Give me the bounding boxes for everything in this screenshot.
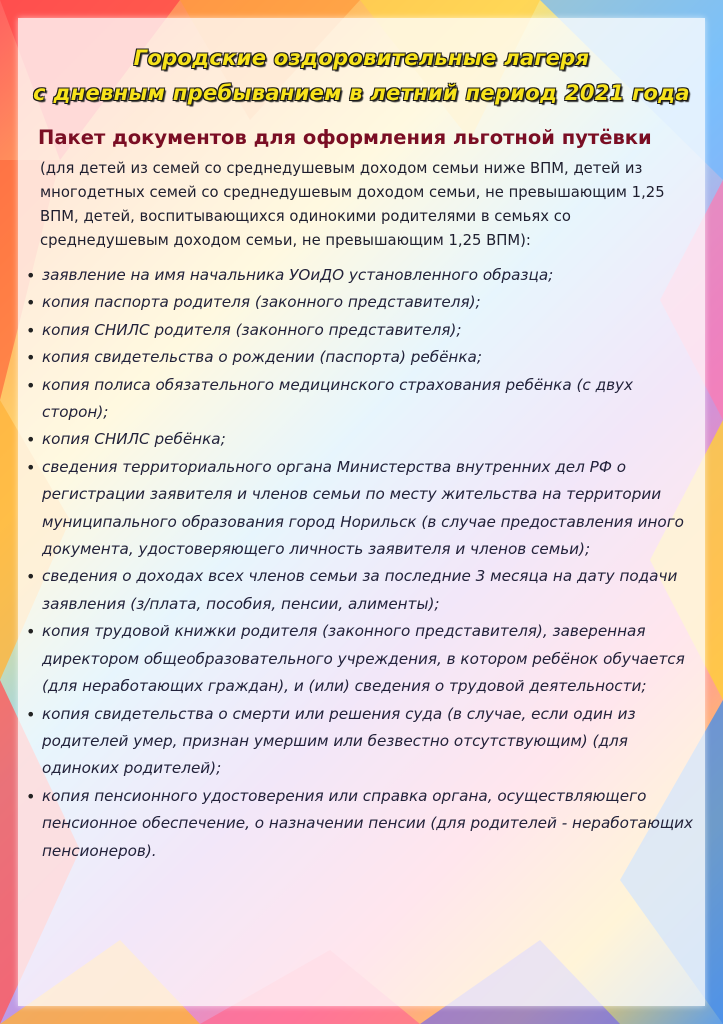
list-item bbox=[26, 426, 701, 453]
list-item bbox=[26, 289, 701, 316]
bullet-icon: • bbox=[26, 266, 36, 285]
poster-title-line1: Городские оздоровительные лагеря bbox=[133, 46, 590, 70]
list-item bbox=[26, 344, 701, 371]
list-item bbox=[26, 372, 701, 427]
bullet-icon: • bbox=[26, 320, 36, 340]
bullet-icon: • bbox=[26, 293, 36, 313]
list-item bbox=[26, 262, 701, 289]
list-item bbox=[26, 317, 701, 344]
list-item-text: копия трудовой книжки родителя (законного представителя), заверенная директором общеобразовательного учреждения, в котором ребёнок обучается (для неработающих граждан), и (или) сведения о трудовой деятельности; bbox=[42, 622, 685, 696]
list-item bbox=[26, 563, 701, 618]
list-item bbox=[26, 618, 701, 700]
list-item-text: сведения территориального органа Министерства внутренних дел РФ о регистрации заявителя и членов семьи по месту жительства на территории муниципального образования город Норильск (в случае предоставления иного документа, удостоверяющего личность заявителя и членов семьи); bbox=[42, 457, 684, 559]
document-intro: (для детей из семей со среднедушевым доходом семьи ниже ВПМ, детей из многодетных семей со среднедушевым доходом семьи, не превышающим 1,25 ВПМ, детей, воспитывающихся одинокими родителями в семьях со среднедушевым доходом семьи, не превышающим 1,25 ВПМ): bbox=[40, 160, 665, 249]
bullet-icon: • bbox=[26, 430, 36, 450]
list-item bbox=[26, 454, 701, 564]
list-item-text: копия СНИЛС ребёнка; bbox=[42, 430, 226, 449]
bullet-icon: • bbox=[26, 786, 36, 806]
documents-list bbox=[26, 262, 701, 865]
bullet-icon: • bbox=[26, 348, 36, 368]
list-item bbox=[26, 783, 701, 865]
list-item-text: копия полиса обязательного медицинского страхования ребёнка (с двух сторон); bbox=[42, 375, 633, 422]
list-item-text: сведения о доходах всех членов семьи за последние 3 месяца на дату подачи заявления (з/плата, пособия, пенсии, алименты); bbox=[42, 567, 678, 613]
list-item bbox=[26, 701, 701, 783]
list-item-text: копия СНИЛС родителя (законного представителя); bbox=[42, 320, 462, 339]
list-item-text: копия пенсионного удостоверения или справка органа, осуществляющего пенсионное обеспечение, о назначении пенсии (для родителей - неработающих пенсионеров). bbox=[42, 786, 694, 860]
document-heading: Пакет документов для оформления льготной путёвки bbox=[38, 126, 652, 149]
list-item-text: копия свидетельства о смерти или решения суда (в случае, если один из родителей умер, признан умершим или безвестно отсутствующим) (для одиноких родителей); bbox=[42, 704, 636, 778]
bullet-icon: • bbox=[26, 622, 36, 642]
bullet-icon: • bbox=[26, 704, 36, 724]
list-item-text: копия паспорта родителя (законного представителя); bbox=[42, 293, 481, 312]
bullet-icon: • bbox=[26, 567, 36, 587]
list-item-text: заявление на имя начальника УОиДО установленного образца; bbox=[42, 266, 554, 284]
poster-title-line2: с дневным пребыванием в летний период 2021 года bbox=[33, 81, 690, 105]
bullet-icon: • bbox=[26, 457, 36, 477]
list-item-text: копия свидетельства о рождении (паспорта) ребёнка; bbox=[42, 348, 482, 367]
bullet-icon: • bbox=[26, 375, 36, 395]
